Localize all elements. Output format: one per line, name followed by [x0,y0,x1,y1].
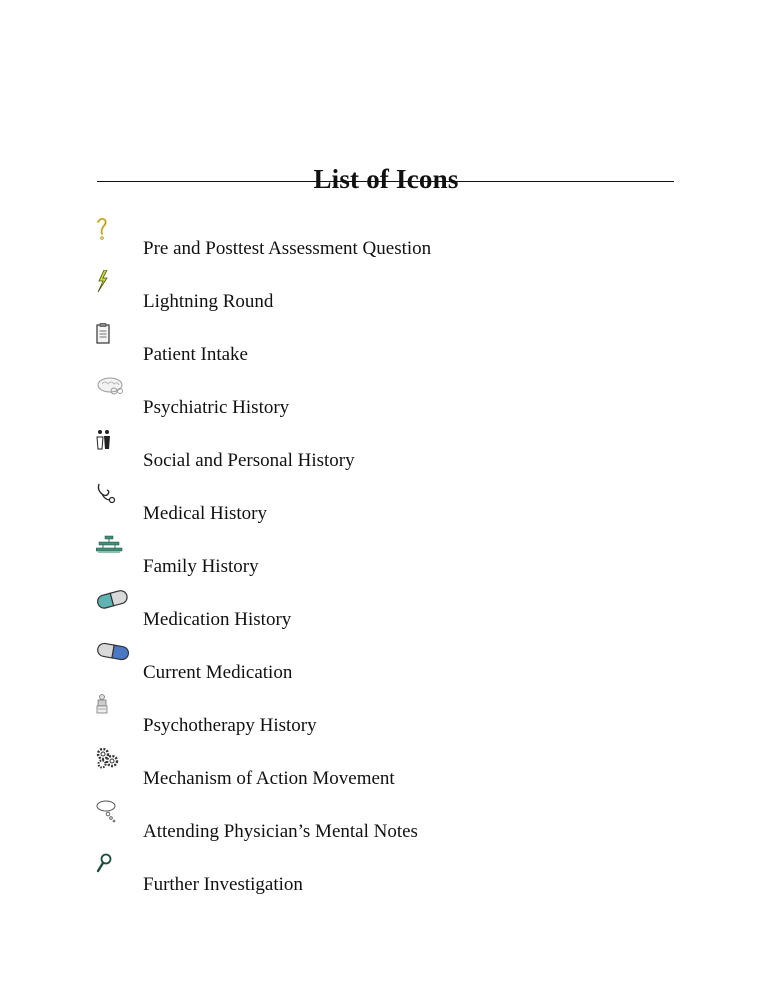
list-item [0,745,772,798]
list-item [0,586,772,639]
therapist-icon [96,694,130,718]
question-mark-icon [96,217,130,241]
lightning-bolt-icon [96,270,130,294]
list-item [0,427,772,480]
entry-label: Further Investigation [143,874,303,895]
entry-label: Mechanism of Action Movement [143,768,395,789]
clipboard-icon [96,323,130,347]
teal-capsule-icon [96,588,130,612]
list-item [0,480,772,533]
entry-label: Patient Intake [143,344,248,365]
list-item [0,268,772,321]
page-title: List of Icons [313,164,459,195]
entry-label: Lightning Round [143,291,274,312]
people-icon [96,429,130,453]
thought-bubble-icon [96,800,130,824]
entry-label: Medication History [143,609,292,630]
entry-label: Family History [143,556,259,577]
gears-icon [96,747,130,771]
entry-label: Psychotherapy History [143,715,317,736]
title-divider [97,181,674,182]
entry-label: Current Medication [143,662,293,683]
entry-label: Medical History [143,503,268,524]
brain-icon [96,376,130,400]
stethoscope-icon [96,482,130,506]
list-item [0,533,772,586]
list-item [0,215,772,268]
family-tree-icon [96,535,130,559]
entry-label: Pre and Posttest Assessment Question [143,238,432,259]
icon-list [0,215,772,904]
magnifying-glass-icon [96,853,130,877]
entry-label: Attending Physician’s Mental Notes [143,821,418,842]
list-item [0,798,772,851]
list-item [0,321,772,374]
entry-label: Psychiatric History [143,397,290,418]
list-item [0,639,772,692]
list-item [0,851,772,904]
list-item [0,374,772,427]
blue-capsule-icon [96,641,130,665]
list-item [0,692,772,745]
entry-label: Social and Personal History [143,450,355,471]
